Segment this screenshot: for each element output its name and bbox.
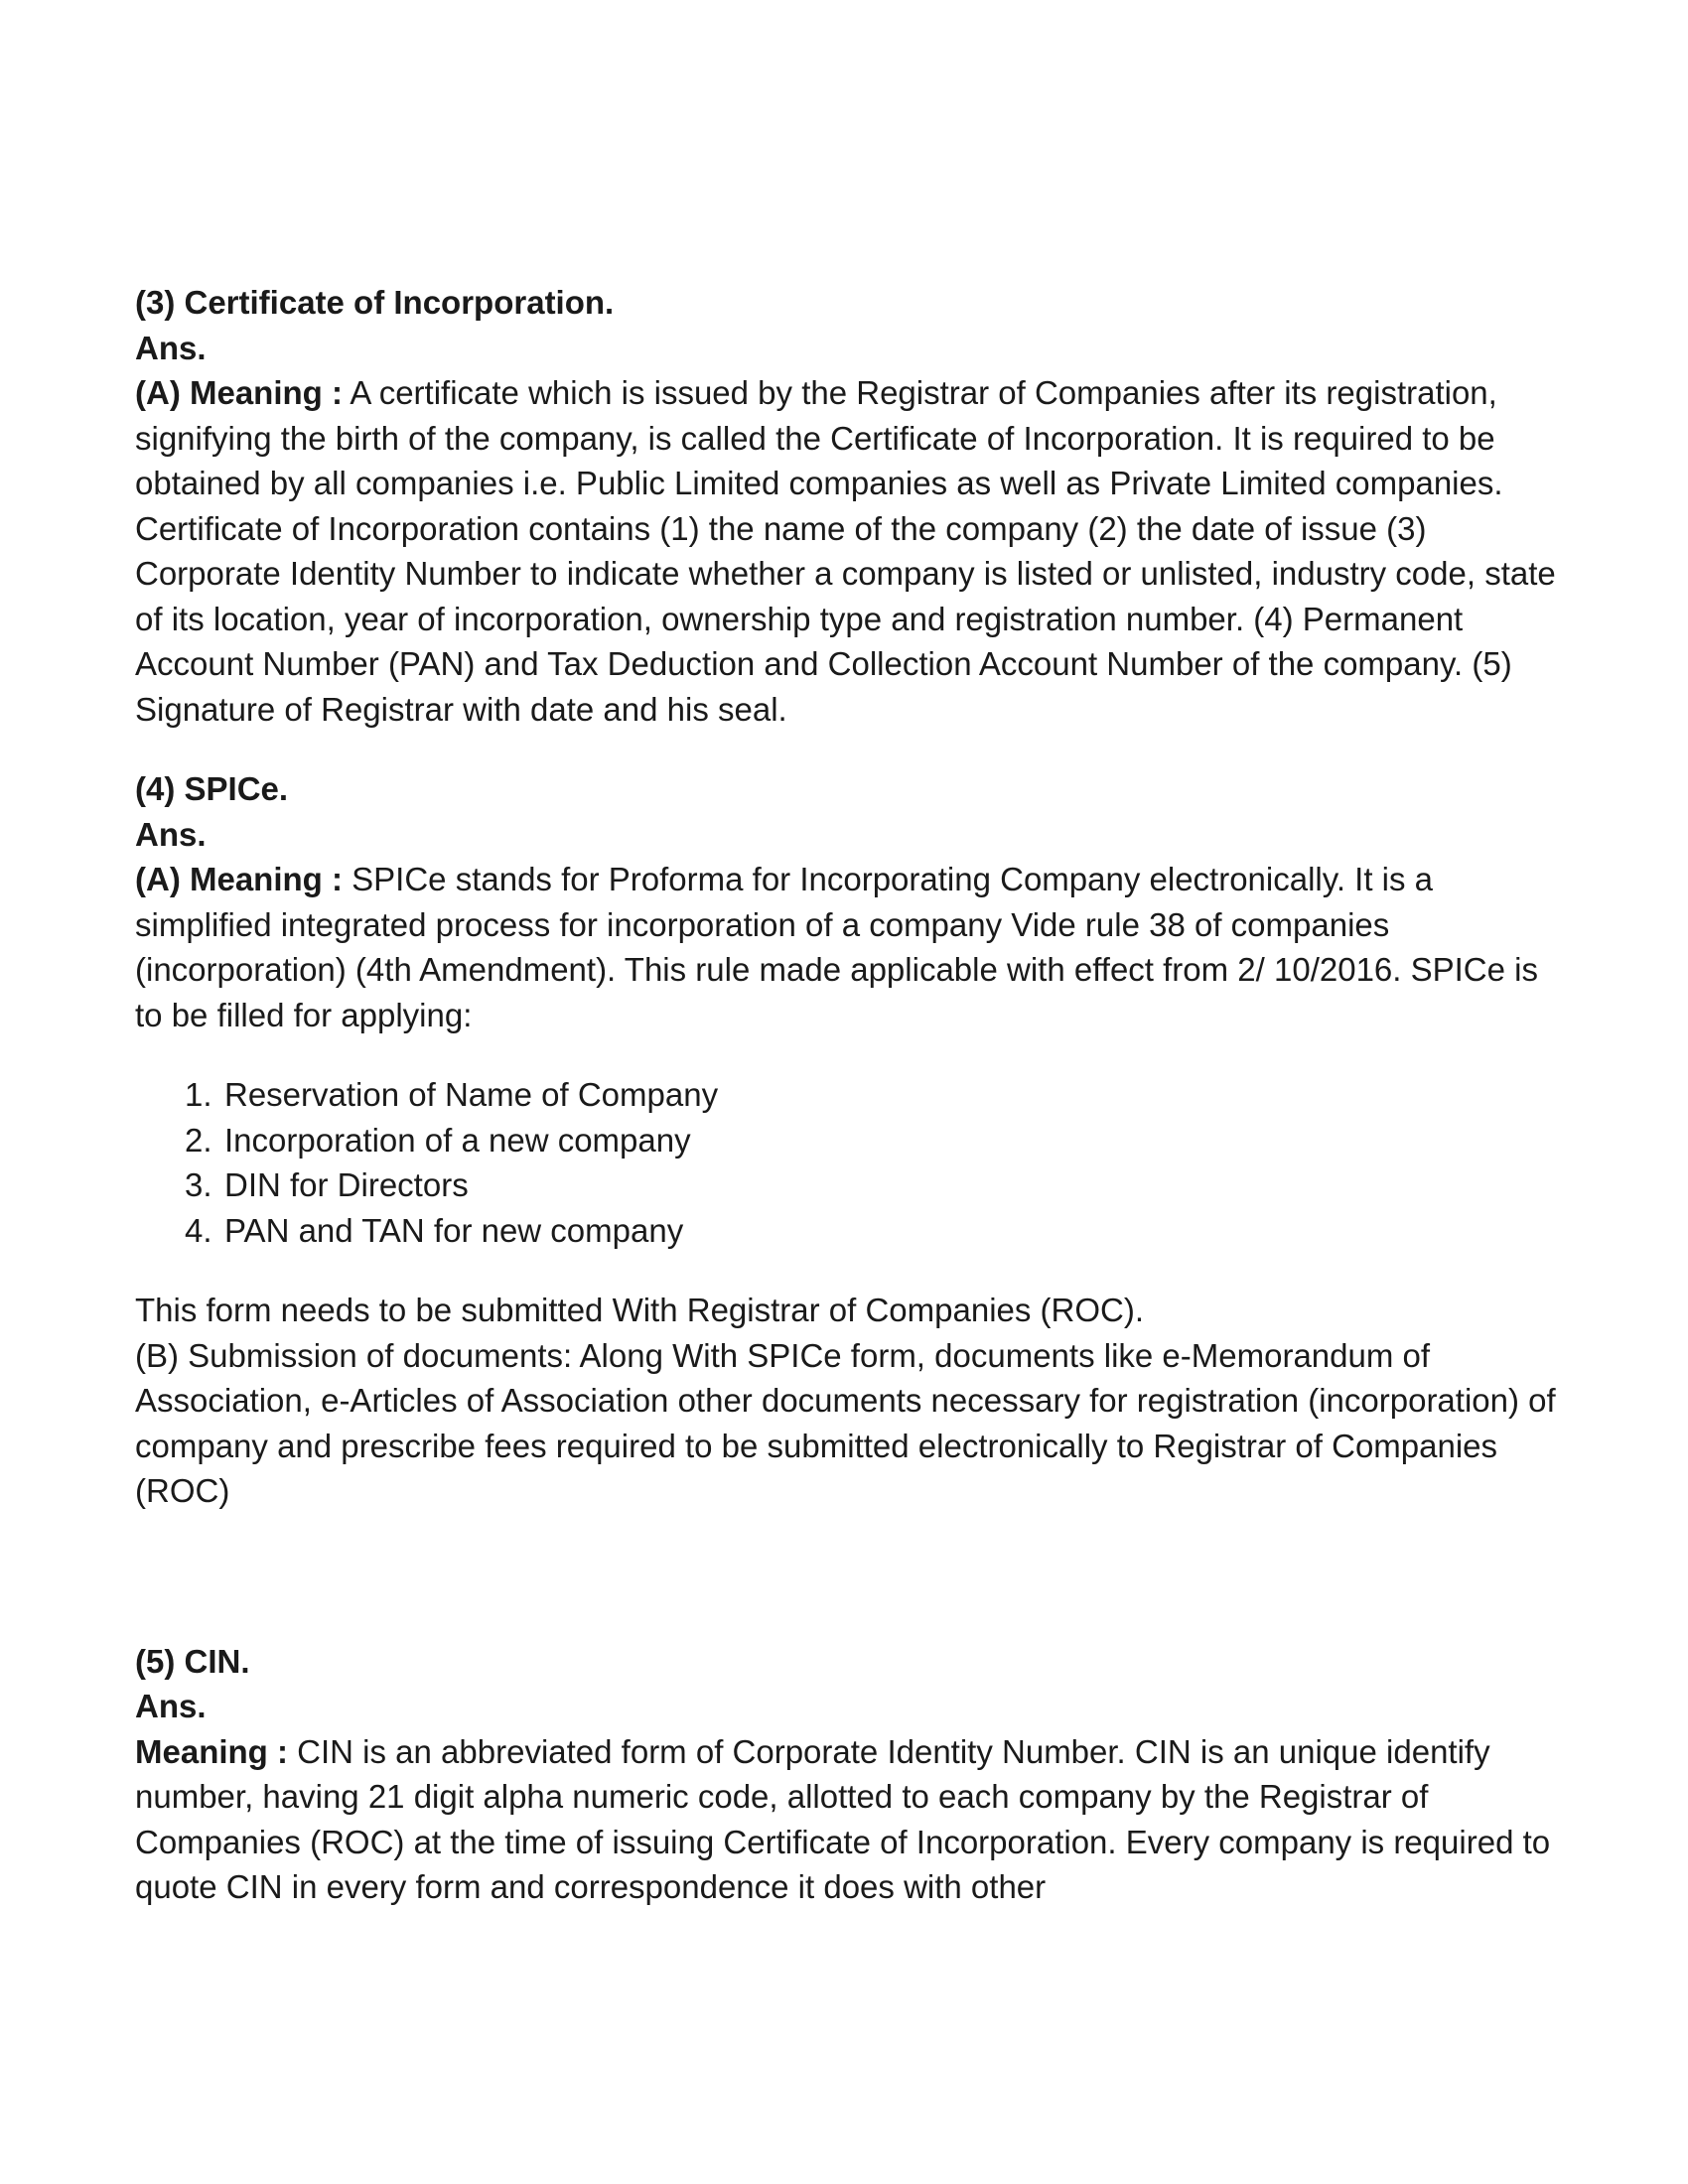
meaning-paragraph: [135, 1729, 1565, 1910]
contents-paragraph: Certificate of Incorporation contains (1) the name of the company (2) the date of issue (3) Corporate Identity Number to indicate whether a company is listed or unlisted, industry code, state of its location, year of incorporation, ownership type and registration number. (4) Permanent Account Number (PAN) and Tax Deduction and Collection Account Number of the company. (5) Signature of Registrar with date and his seal.: [135, 509, 1556, 728]
meaning-paragraph: [135, 857, 1565, 1037]
meaning-text: A certificate which is issued by the Registrar of Companies after its registration, signifying the birth of the company, is called the Certificate of Incorporation. It is required to be obtained by all companies i.e. Public Limited companies as well as Private Limited companies.: [135, 374, 1503, 501]
section-heading: (5) CIN.: [135, 1642, 250, 1680]
roc-submission-note: This form needs to be submitted With Registrar of Companies (ROC).: [135, 1292, 1145, 1328]
meaning-label: (A) Meaning :: [135, 861, 343, 897]
meaning-paragraph: [135, 370, 1565, 506]
meaning-text: CIN is an abbreviated form of Corporate Identity Number. CIN is an unique identify number, having 21 digit alpha numeric code, allotted to each company by the Registrar of Companies (ROC) at the time of issuing Certificate of Incorporation. Every company is required to quote CIN in every form and correspondence it does with other: [135, 1732, 1551, 1905]
submission-paragraph: (B) Submission of documents: Along With SPICe form, documents like e-Memorandum of Association, e-Articles of Association other documents necessary for registration (incorporation) of company and prescribe fees required to be submitted electronically to Registrar of Companies (ROC): [135, 1336, 1556, 1509]
list-item: 4. PAN and TAN for new company: [185, 1211, 684, 1249]
meaning-text: SPICe stands for Proforma for Incorporating Company electronically. It is a simplified integrated process for incorporation of a company Vide rule 38 of companies (incorporation) (4th Amendment). This rule made applicable with effect from 2/ 10/2016. SPICe is to be filled for applying:: [135, 861, 1538, 1033]
section-certificate-of-incorporation: [135, 280, 1565, 732]
meaning-label: Meaning :: [135, 1732, 288, 1770]
list-item: 1. Reservation of Name of Company: [185, 1076, 719, 1113]
section-spice: [135, 766, 1565, 1514]
section-heading: (3) Certificate of Incorporation.: [135, 284, 615, 321]
answer-label: Ans.: [135, 815, 207, 853]
document-page: [135, 280, 1565, 1910]
spice-purpose-list: [135, 1072, 1565, 1253]
list-item: 3. DIN for Directors: [185, 1166, 469, 1203]
answer-label: Ans.: [135, 1688, 207, 1724]
section-heading: (4) SPICe.: [135, 770, 289, 807]
answer-label: Ans.: [135, 329, 207, 366]
list-item: 2. Incorporation of a new company: [185, 1121, 691, 1159]
section-cin: [135, 1639, 1565, 1910]
meaning-label: (A) Meaning :: [135, 374, 343, 411]
